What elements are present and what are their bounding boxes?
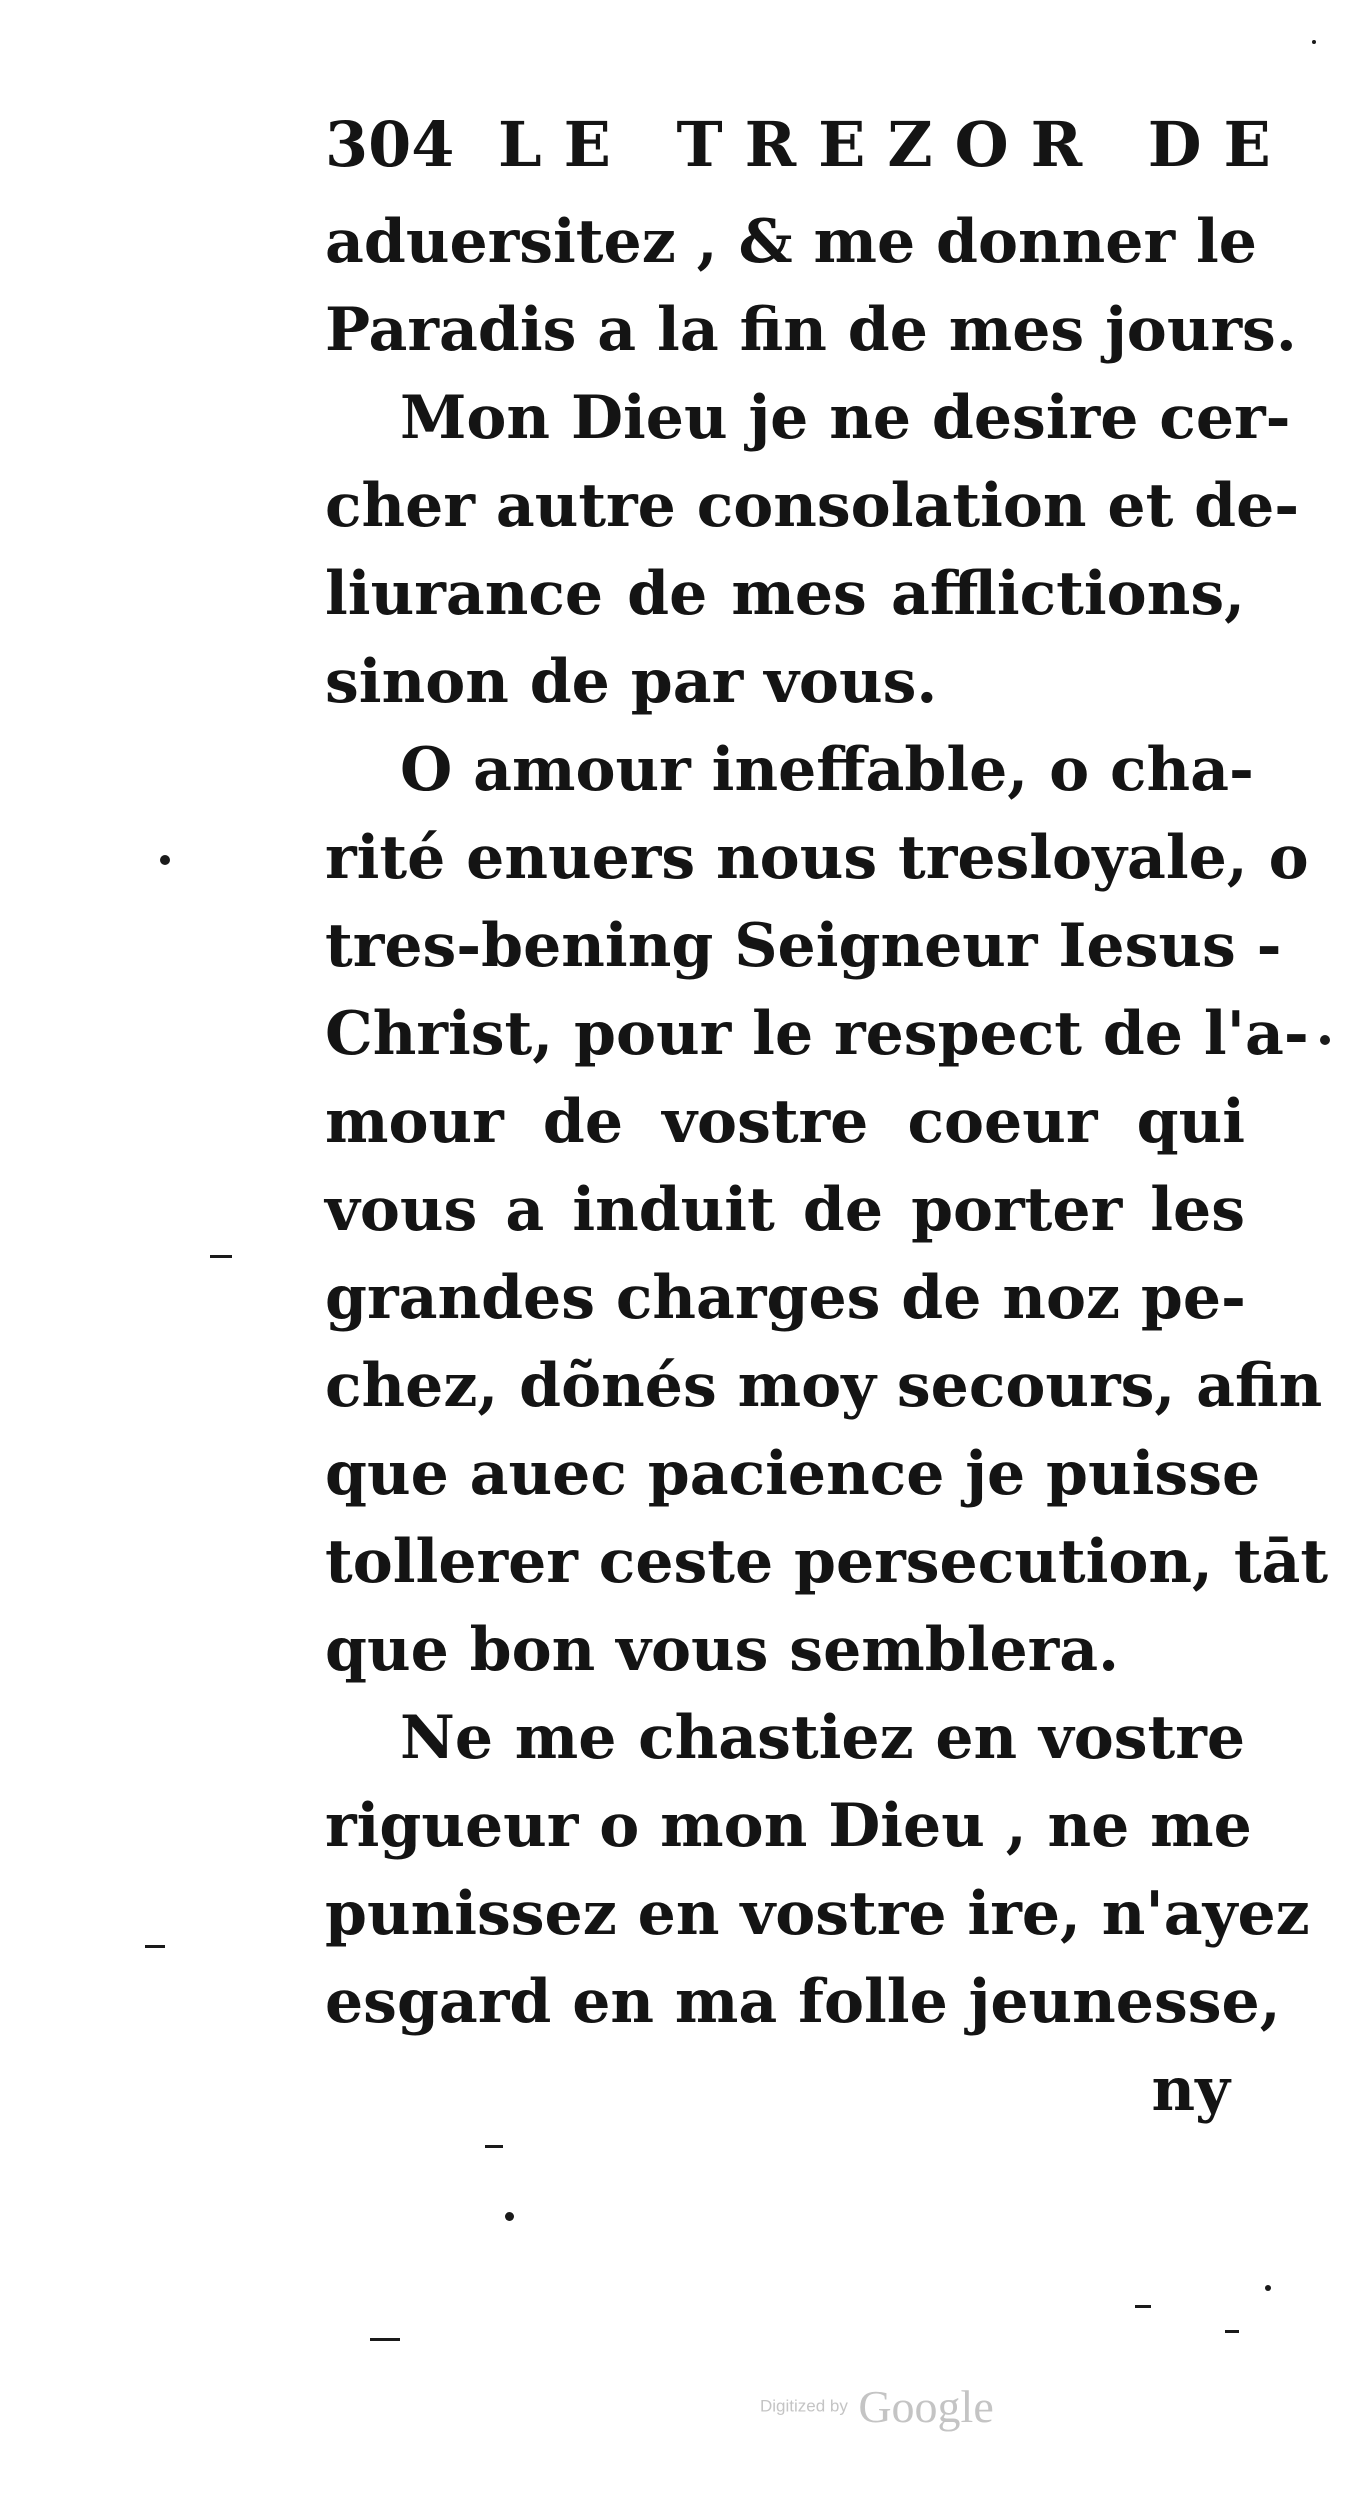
- page-number: 304: [325, 108, 455, 181]
- catchword: ny: [1151, 2055, 1230, 2125]
- paragraph-end-line: que bon vous semblera.: [325, 1615, 1120, 1685]
- scan-mark: [1135, 2305, 1151, 2308]
- text-line: liurance de mes afflictions,: [325, 559, 1245, 629]
- running-title: LE TREZOR DE: [498, 108, 1293, 181]
- scan-mark: [1225, 2330, 1239, 2333]
- google-logo: Google: [858, 2381, 994, 2432]
- text-line: Christ, pour le respect de l'a-: [325, 999, 1309, 1069]
- text-line: tollerer ceste persecution, tāt: [325, 1527, 1329, 1597]
- running-head: [325, 105, 1293, 185]
- text-line: mour de vostre coeur qui: [325, 1087, 1245, 1157]
- paragraph-start-line: O amour ineffable, o cha-: [400, 735, 1254, 805]
- text-line: que auec pacience je puisse: [325, 1439, 1261, 1509]
- scan-speck: [505, 2212, 514, 2221]
- paragraph-start-line: Mon Dieu je ne desire cer-: [400, 383, 1291, 453]
- text-line: punissez en vostre ire, n'ayez: [325, 1879, 1310, 1949]
- scan-mark: [210, 1255, 232, 1258]
- text-block: [325, 198, 1329, 2134]
- text-line: cher autre consolation et de-: [325, 471, 1300, 541]
- scan-speck: [1265, 2285, 1271, 2291]
- scan-speck: [160, 855, 170, 865]
- scan-speck: [1320, 1035, 1330, 1045]
- text-line: chez, dõnés moy secours, afin: [325, 1351, 1323, 1421]
- digitized-by-google-watermark: [760, 2380, 1060, 2440]
- scan-speck: [1312, 40, 1316, 44]
- text-line: grandes charges de noz pe-: [325, 1263, 1246, 1333]
- text-line: esgard en ma folle jeunesse,: [325, 1967, 1281, 2037]
- scan-mark: [145, 1945, 165, 1948]
- text-line: vous a induit de porter les: [325, 1175, 1245, 1245]
- text-line: Paradis a la fin de mes jours.: [325, 295, 1297, 365]
- text-line: aduersitez , & me donner le: [325, 207, 1257, 277]
- paragraph-start-line: Ne me chastiez en vostre: [400, 1703, 1245, 1773]
- scan-mark: [485, 2145, 503, 2148]
- text-line: tres-bening Seigneur Iesus -: [325, 911, 1282, 981]
- text-line: rité enuers nous tresloyale, o: [325, 823, 1309, 893]
- watermark-prefix: Digitized by: [760, 2396, 848, 2416]
- scan-mark: [370, 2338, 400, 2341]
- text-line: rigueur o mon Dieu , ne me: [325, 1791, 1252, 1861]
- paragraph-end-line: sinon de par vous.: [325, 647, 938, 717]
